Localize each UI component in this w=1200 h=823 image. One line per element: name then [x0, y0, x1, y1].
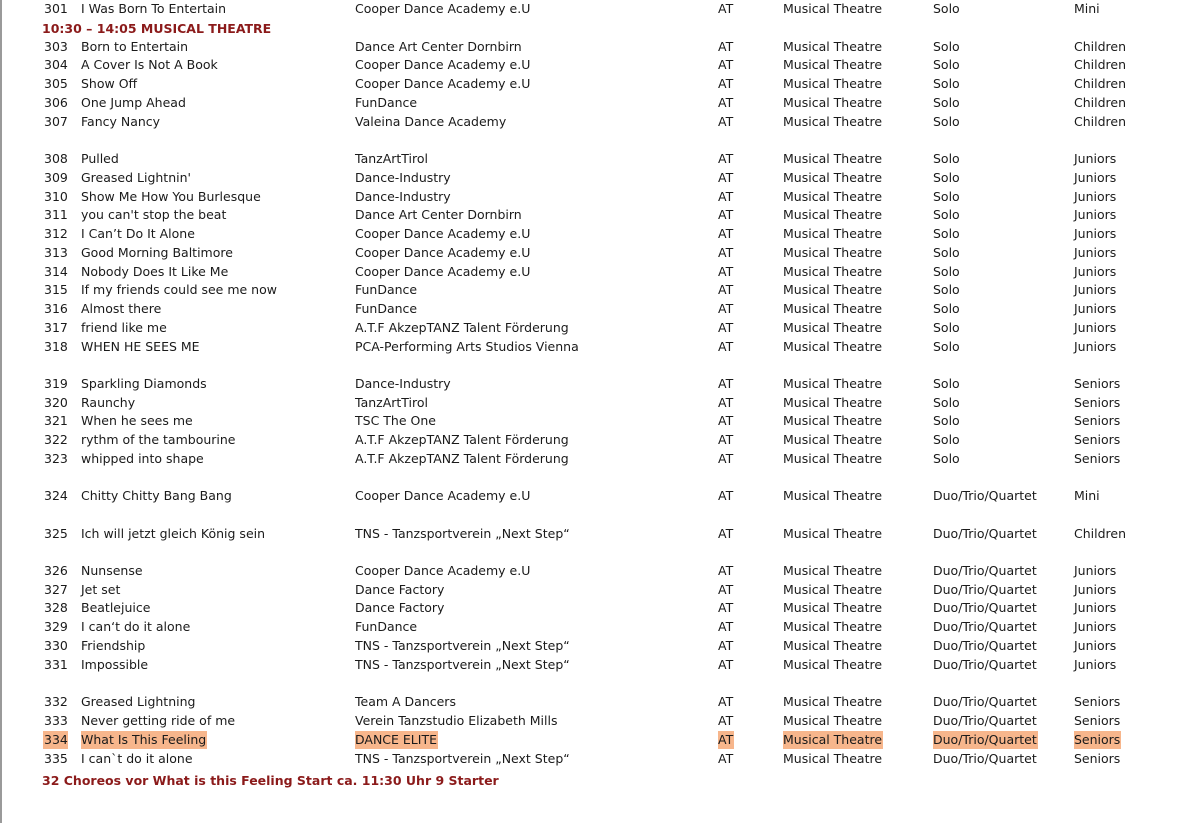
- cell-title: A Cover Is Not A Book: [81, 57, 218, 72]
- cell-title: Impossible: [81, 657, 149, 672]
- cell-age: Juniors: [1074, 189, 1117, 204]
- cell-category: Solo: [933, 151, 960, 166]
- cell-style: Musical Theatre: [783, 39, 883, 54]
- cell-num: 308: [44, 151, 68, 166]
- cell-age: Mini: [1074, 1, 1100, 16]
- cell-country: AT: [718, 57, 734, 72]
- cell-age: Juniors: [1074, 207, 1117, 222]
- cell-country: AT: [718, 563, 734, 578]
- cell-category: Solo: [933, 170, 960, 185]
- cell-title: One Jump Ahead: [81, 95, 186, 110]
- cell-style: Musical Theatre: [783, 732, 883, 747]
- table-row: [0, 281, 1200, 299]
- cell-school: Dance Art Center Dornbirn: [355, 207, 522, 222]
- cell-category: Solo: [933, 432, 960, 447]
- table-row: [0, 0, 1200, 18]
- cell-num: 319: [44, 376, 68, 391]
- cell-age: Juniors: [1074, 320, 1117, 335]
- cell-category: Solo: [933, 189, 960, 204]
- cell-school: Team A Dancers: [355, 694, 456, 709]
- cell-country: AT: [718, 619, 734, 634]
- cell-style: Musical Theatre: [783, 170, 883, 185]
- cell-num: 330: [44, 638, 68, 653]
- cell-country: AT: [718, 1, 734, 16]
- cell-country: AT: [718, 582, 734, 597]
- cell-style: Musical Theatre: [783, 526, 883, 541]
- cell-school: TanzArtTirol: [355, 395, 429, 410]
- cell-age: Seniors: [1074, 713, 1121, 728]
- cell-title: Good Morning Baltimore: [81, 245, 233, 260]
- cell-style: Musical Theatre: [783, 114, 883, 129]
- cell-title: Pulled: [81, 151, 119, 166]
- cell-age: Juniors: [1074, 282, 1117, 297]
- cell-category: Solo: [933, 57, 960, 72]
- cell-country: AT: [718, 151, 734, 166]
- cell-school: FunDance: [355, 282, 418, 297]
- cell-num: 309: [44, 170, 68, 185]
- cell-category: Solo: [933, 226, 960, 241]
- cell-title: Almost there: [81, 301, 162, 316]
- cell-school: FunDance: [355, 301, 418, 316]
- cell-school: FunDance: [355, 95, 418, 110]
- cell-country: AT: [718, 282, 734, 297]
- footer-note: 32 Choreos vor What is this Feeling Start ca. 11:30 Uhr 9 Starter: [42, 773, 499, 788]
- cell-school: Dance-Industry: [355, 170, 451, 185]
- cell-style: Musical Theatre: [783, 395, 883, 410]
- table-row: [0, 750, 1200, 768]
- cell-age: Seniors: [1074, 432, 1121, 447]
- cell-category: Solo: [933, 282, 960, 297]
- cell-category: Solo: [933, 39, 960, 54]
- cell-country: AT: [718, 114, 734, 129]
- cell-title: whipped into shape: [81, 451, 204, 466]
- cell-num: 334: [44, 732, 68, 747]
- table-row: [0, 206, 1200, 224]
- cell-country: AT: [718, 488, 734, 503]
- cell-num: 335: [44, 751, 68, 766]
- cell-title: When he sees me: [81, 413, 193, 428]
- cell-num: 301: [44, 1, 68, 16]
- cell-title: you can't stop the beat: [81, 207, 227, 222]
- table-row: [0, 450, 1200, 468]
- table-row: [0, 599, 1200, 617]
- cell-title: Greased Lightnin': [81, 170, 191, 185]
- cell-num: 322: [44, 432, 68, 447]
- cell-num: 332: [44, 694, 68, 709]
- cell-style: Musical Theatre: [783, 619, 883, 634]
- cell-country: AT: [718, 170, 734, 185]
- cell-category: Solo: [933, 301, 960, 316]
- cell-age: Juniors: [1074, 264, 1117, 279]
- table-row: [0, 150, 1200, 168]
- table-row: [0, 712, 1200, 730]
- cell-category: Duo/Trio/Quartet: [933, 563, 1037, 578]
- cell-category: Duo/Trio/Quartet: [933, 713, 1037, 728]
- cell-num: 331: [44, 657, 68, 672]
- cell-title: Born to Entertain: [81, 39, 189, 54]
- cell-country: AT: [718, 413, 734, 428]
- table-row: [0, 94, 1200, 112]
- cell-style: Musical Theatre: [783, 638, 883, 653]
- table-row: [0, 637, 1200, 655]
- table-row: [0, 412, 1200, 430]
- cell-school: TSC The One: [355, 413, 436, 428]
- table-row: [0, 693, 1200, 711]
- cell-school: Cooper Dance Academy e.U: [355, 488, 531, 503]
- table-row: [0, 562, 1200, 580]
- cell-title: Jet set: [81, 582, 121, 597]
- table-row: [0, 338, 1200, 356]
- table-row: [0, 263, 1200, 281]
- cell-title: Chitty Chitty Bang Bang: [81, 488, 232, 503]
- cell-age: Seniors: [1074, 732, 1121, 747]
- cell-num: 307: [44, 114, 68, 129]
- cell-age: Juniors: [1074, 339, 1117, 354]
- cell-school: TNS - Tanzsportverein „Next Step“: [355, 657, 570, 672]
- cell-style: Musical Theatre: [783, 657, 883, 672]
- cell-age: Seniors: [1074, 376, 1121, 391]
- cell-title: I Can’t Do It Alone: [81, 226, 195, 241]
- cell-school: Valeina Dance Academy: [355, 114, 507, 129]
- cell-age: Juniors: [1074, 619, 1117, 634]
- cell-age: Seniors: [1074, 413, 1121, 428]
- cell-title: Sparkling Diamonds: [81, 376, 207, 391]
- cell-style: Musical Theatre: [783, 600, 883, 615]
- cell-category: Duo/Trio/Quartet: [933, 657, 1037, 672]
- cell-style: Musical Theatre: [783, 282, 883, 297]
- table-row: [0, 375, 1200, 393]
- table-row: [0, 581, 1200, 599]
- cell-category: Solo: [933, 395, 960, 410]
- table-row: [0, 525, 1200, 543]
- cell-school: Dance Factory: [355, 582, 445, 597]
- table-row: [0, 431, 1200, 449]
- cell-title: friend like me: [81, 320, 167, 335]
- cell-style: Musical Theatre: [783, 376, 883, 391]
- cell-style: Musical Theatre: [783, 95, 883, 110]
- cell-category: Duo/Trio/Quartet: [933, 488, 1037, 503]
- table-row: [0, 169, 1200, 187]
- cell-num: 329: [44, 619, 68, 634]
- table-row: [0, 75, 1200, 93]
- cell-school: Cooper Dance Academy e.U: [355, 563, 531, 578]
- cell-style: Musical Theatre: [783, 582, 883, 597]
- cell-num: 317: [44, 320, 68, 335]
- cell-school: Cooper Dance Academy e.U: [355, 226, 531, 241]
- cell-school: TNS - Tanzsportverein „Next Step“: [355, 751, 570, 766]
- cell-school: Cooper Dance Academy e.U: [355, 264, 531, 279]
- cell-country: AT: [718, 451, 734, 466]
- cell-title: Never getting ride of me: [81, 713, 236, 728]
- cell-category: Solo: [933, 320, 960, 335]
- cell-country: AT: [718, 189, 734, 204]
- cell-category: Duo/Trio/Quartet: [933, 619, 1037, 634]
- cell-age: Children: [1074, 114, 1127, 129]
- cell-style: Musical Theatre: [783, 320, 883, 335]
- cell-age: Children: [1074, 526, 1127, 541]
- cell-category: Duo/Trio/Quartet: [933, 526, 1037, 541]
- cell-style: Musical Theatre: [783, 488, 883, 503]
- cell-school: Verein Tanzstudio Elizabeth Mills: [355, 713, 558, 728]
- cell-country: AT: [718, 713, 734, 728]
- cell-category: Solo: [933, 376, 960, 391]
- cell-title: WHEN HE SEES ME: [81, 339, 200, 354]
- table-row: [0, 300, 1200, 318]
- cell-category: Solo: [933, 451, 960, 466]
- cell-style: Musical Theatre: [783, 694, 883, 709]
- cell-country: AT: [718, 339, 734, 354]
- table-row: [0, 394, 1200, 412]
- cell-age: Juniors: [1074, 170, 1117, 185]
- cell-school: Cooper Dance Academy e.U: [355, 76, 531, 91]
- cell-title: rythm of the tambourine: [81, 432, 236, 447]
- cell-title: Ich will jetzt gleich König sein: [81, 526, 266, 541]
- cell-age: Seniors: [1074, 395, 1121, 410]
- cell-school: Dance Art Center Dornbirn: [355, 39, 522, 54]
- cell-num: 325: [44, 526, 68, 541]
- cell-country: AT: [718, 526, 734, 541]
- cell-school: Cooper Dance Academy e.U: [355, 57, 531, 72]
- cell-country: AT: [718, 376, 734, 391]
- cell-num: 312: [44, 226, 68, 241]
- cell-num: 306: [44, 95, 68, 110]
- cell-title: Raunchy: [81, 395, 136, 410]
- cell-category: Solo: [933, 245, 960, 260]
- cell-category: Solo: [933, 413, 960, 428]
- cell-age: Juniors: [1074, 301, 1117, 316]
- cell-title: I Was Born To Entertain: [81, 1, 227, 16]
- cell-title: If my friends could see me now: [81, 282, 277, 297]
- cell-age: Juniors: [1074, 151, 1117, 166]
- cell-country: AT: [718, 600, 734, 615]
- cell-age: Seniors: [1074, 694, 1121, 709]
- cell-country: AT: [718, 39, 734, 54]
- cell-style: Musical Theatre: [783, 451, 883, 466]
- cell-category: Solo: [933, 207, 960, 222]
- cell-country: AT: [718, 207, 734, 222]
- cell-school: PCA-Performing Arts Studios Vienna: [355, 339, 579, 354]
- cell-category: Duo/Trio/Quartet: [933, 582, 1037, 597]
- cell-school: Dance-Industry: [355, 189, 451, 204]
- cell-category: Solo: [933, 76, 960, 91]
- cell-age: Juniors: [1074, 600, 1117, 615]
- cell-style: Musical Theatre: [783, 151, 883, 166]
- table-row: [0, 244, 1200, 262]
- cell-country: AT: [718, 76, 734, 91]
- table-row: [0, 618, 1200, 636]
- cell-school: A.T.F AkzepTANZ Talent Förderung: [355, 451, 569, 466]
- cell-age: Seniors: [1074, 751, 1121, 766]
- cell-title: Beatlejuice: [81, 600, 151, 615]
- cell-title: Nobody Does It Like Me: [81, 264, 229, 279]
- cell-style: Musical Theatre: [783, 413, 883, 428]
- cell-title: I can`t do it alone: [81, 751, 193, 766]
- table-row: [0, 56, 1200, 74]
- cell-title: What Is This Feeling: [81, 732, 207, 747]
- cell-title: I can‘t do it alone: [81, 619, 191, 634]
- cell-school: TNS - Tanzsportverein „Next Step“: [355, 526, 570, 541]
- cell-num: 327: [44, 582, 68, 597]
- cell-age: Juniors: [1074, 563, 1117, 578]
- cell-num: 314: [44, 264, 68, 279]
- cell-country: AT: [718, 301, 734, 316]
- cell-num: 315: [44, 282, 68, 297]
- section-header: 10:30 – 14:05 MUSICAL THEATRE: [42, 21, 272, 36]
- cell-num: 313: [44, 245, 68, 260]
- cell-title: Friendship: [81, 638, 146, 653]
- table-row: [0, 225, 1200, 243]
- cell-country: AT: [718, 432, 734, 447]
- cell-age: Juniors: [1074, 245, 1117, 260]
- cell-style: Musical Theatre: [783, 1, 883, 16]
- cell-category: Solo: [933, 114, 960, 129]
- cell-style: Musical Theatre: [783, 245, 883, 260]
- cell-school: DANCE ELITE: [355, 732, 437, 747]
- cell-style: Musical Theatre: [783, 563, 883, 578]
- cell-school: Cooper Dance Academy e.U: [355, 1, 531, 16]
- cell-style: Musical Theatre: [783, 264, 883, 279]
- table-row: [0, 656, 1200, 674]
- cell-style: Musical Theatre: [783, 226, 883, 241]
- table-row: [0, 319, 1200, 337]
- cell-style: Musical Theatre: [783, 207, 883, 222]
- cell-num: 310: [44, 189, 68, 204]
- cell-title: Fancy Nancy: [81, 114, 161, 129]
- cell-num: 304: [44, 57, 68, 72]
- cell-category: Duo/Trio/Quartet: [933, 751, 1037, 766]
- cell-style: Musical Theatre: [783, 76, 883, 91]
- cell-school: Cooper Dance Academy e.U: [355, 245, 531, 260]
- cell-country: AT: [718, 95, 734, 110]
- cell-age: Children: [1074, 76, 1127, 91]
- cell-category: Duo/Trio/Quartet: [933, 600, 1037, 615]
- cell-country: AT: [718, 264, 734, 279]
- cell-category: Solo: [933, 339, 960, 354]
- cell-title: Greased Lightning: [81, 694, 196, 709]
- cell-country: AT: [718, 638, 734, 653]
- cell-country: AT: [718, 751, 734, 766]
- cell-style: Musical Theatre: [783, 189, 883, 204]
- cell-age: Juniors: [1074, 638, 1117, 653]
- cell-num: 311: [44, 207, 68, 222]
- cell-country: AT: [718, 245, 734, 260]
- cell-age: Juniors: [1074, 226, 1117, 241]
- cell-age: Juniors: [1074, 657, 1117, 672]
- cell-num: 320: [44, 395, 68, 410]
- table-row: [0, 188, 1200, 206]
- cell-category: Duo/Trio/Quartet: [933, 732, 1037, 747]
- cell-style: Musical Theatre: [783, 751, 883, 766]
- cell-school: TNS - Tanzsportverein „Next Step“: [355, 638, 570, 653]
- cell-style: Musical Theatre: [783, 57, 883, 72]
- table-row: [0, 38, 1200, 56]
- cell-num: 318: [44, 339, 68, 354]
- cell-country: AT: [718, 226, 734, 241]
- cell-country: AT: [718, 320, 734, 335]
- cell-country: AT: [718, 657, 734, 672]
- cell-title: Show Me How You Burlesque: [81, 189, 261, 204]
- cell-school: A.T.F AkzepTANZ Talent Förderung: [355, 432, 569, 447]
- cell-age: Children: [1074, 95, 1127, 110]
- cell-age: Mini: [1074, 488, 1100, 503]
- table-row: [0, 113, 1200, 131]
- cell-num: 328: [44, 600, 68, 615]
- cell-category: Solo: [933, 95, 960, 110]
- cell-country: AT: [718, 395, 734, 410]
- cell-age: Seniors: [1074, 451, 1121, 466]
- table-row: [0, 487, 1200, 505]
- cell-school: Dance Factory: [355, 600, 445, 615]
- cell-country: AT: [718, 732, 734, 747]
- cell-school: Dance-Industry: [355, 376, 451, 391]
- cell-num: 326: [44, 563, 68, 578]
- cell-num: 303: [44, 39, 68, 54]
- cell-style: Musical Theatre: [783, 339, 883, 354]
- cell-age: Children: [1074, 39, 1127, 54]
- cell-school: A.T.F AkzepTANZ Talent Förderung: [355, 320, 569, 335]
- cell-category: Solo: [933, 1, 960, 16]
- cell-school: TanzArtTirol: [355, 151, 429, 166]
- cell-num: 316: [44, 301, 68, 316]
- cell-title: Nunsense: [81, 563, 143, 578]
- cell-title: Show Off: [81, 76, 138, 91]
- cell-num: 323: [44, 451, 68, 466]
- cell-num: 305: [44, 76, 68, 91]
- cell-age: Children: [1074, 57, 1127, 72]
- cell-num: 321: [44, 413, 68, 428]
- cell-num: 333: [44, 713, 68, 728]
- cell-age: Juniors: [1074, 582, 1117, 597]
- cell-style: Musical Theatre: [783, 432, 883, 447]
- cell-category: Duo/Trio/Quartet: [933, 694, 1037, 709]
- cell-category: Duo/Trio/Quartet: [933, 638, 1037, 653]
- table-row-highlighted: [0, 731, 1200, 749]
- cell-category: Solo: [933, 264, 960, 279]
- cell-num: 324: [44, 488, 68, 503]
- cell-school: FunDance: [355, 619, 418, 634]
- cell-country: AT: [718, 694, 734, 709]
- cell-style: Musical Theatre: [783, 713, 883, 728]
- cell-style: Musical Theatre: [783, 301, 883, 316]
